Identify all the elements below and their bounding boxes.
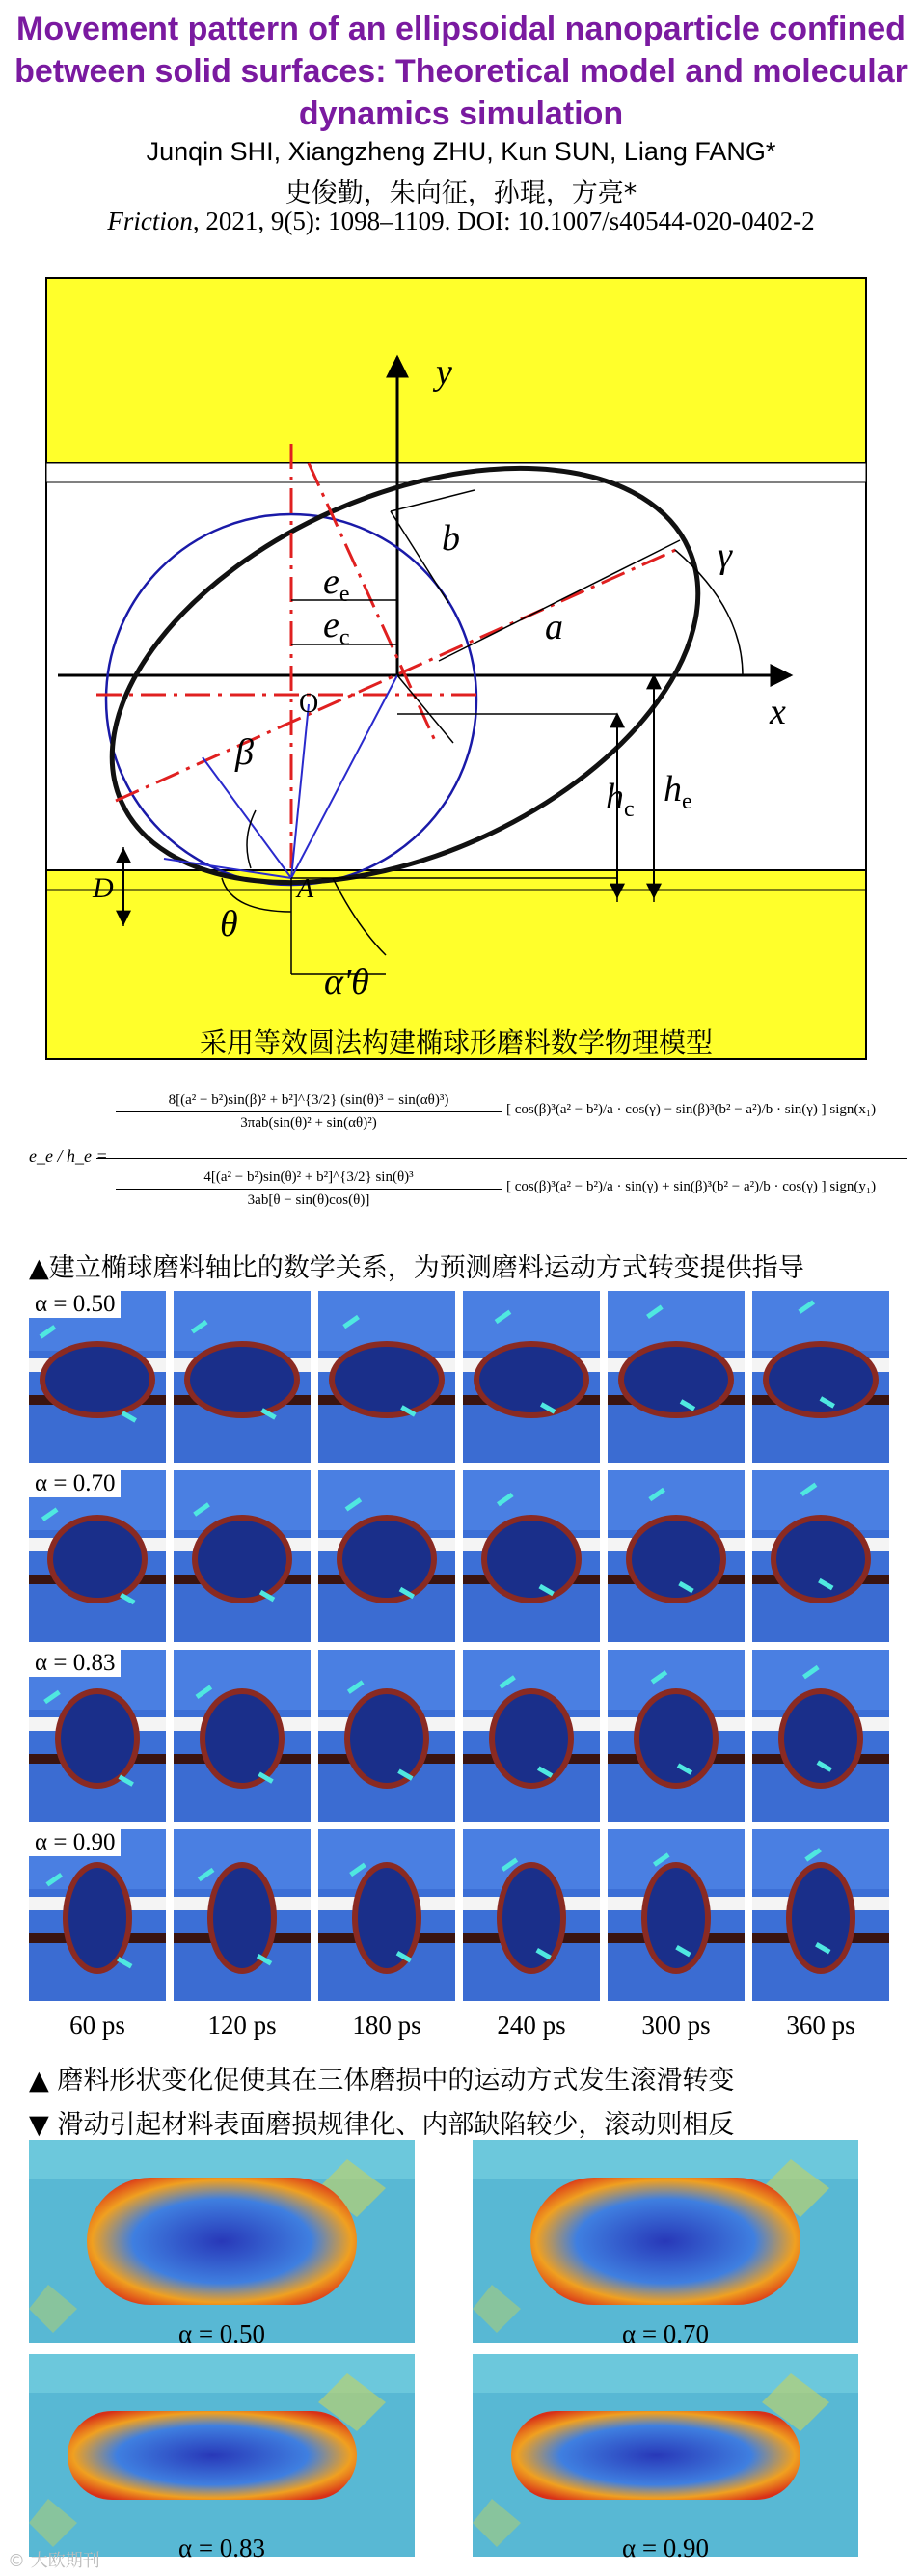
alpha-row-label: α = 0.70 (29, 1470, 121, 1497)
wear-map (29, 2354, 415, 2557)
authors-chinese: 史俊勤，朱向征，孙琨，方亮* (285, 178, 637, 208)
alpha-row-label: α = 0.90 (29, 1829, 121, 1856)
citation-details: , 2021, 9(5): 1098–1109. DOI: 10.1007/s40544-020-0402-2 (192, 206, 815, 235)
paper-title: Movement pattern of an ellipsoidal nanoparticle confined between solid surfaces: Theoretical model and molecular dynamics simulation (14, 11, 908, 132)
label-D: D (93, 872, 114, 904)
label-x: x (770, 692, 786, 732)
formula-numerator-part1-den: 3πab(sin(θ)² + sin(αθ)²) (240, 1115, 377, 1131)
md-snapshot (752, 1650, 889, 1822)
wear-map (29, 2140, 415, 2343)
time-label: 240 ps (497, 2011, 566, 2040)
label-b: b (442, 518, 460, 559)
md-snapshot (174, 1829, 311, 2001)
time-label: 360 ps (786, 2011, 855, 2040)
md-snapshot (174, 1291, 311, 1463)
time-label: 120 ps (207, 2011, 277, 2040)
label-hc: $h_c$ (606, 777, 635, 822)
wear-map (473, 2354, 858, 2557)
md-snapshot (608, 1470, 745, 1642)
md-snapshot (608, 1291, 745, 1463)
md-snapshot (174, 1470, 311, 1642)
formula-denominator-part1-den: 3ab[θ − sin(θ)cos(θ)] (247, 1192, 370, 1208)
label-theta: θ (220, 904, 238, 945)
md-snapshot (463, 1829, 600, 2001)
finding-wear: ▼ 滑动引起材料表面磨损规律化、内部缺陷较少，滚动则相反 (29, 2110, 735, 2140)
label-beta: β (235, 732, 254, 773)
md-snapshot (463, 1650, 600, 1822)
time-label: 180 ps (352, 2011, 421, 2040)
wear-map-label: α = 0.83 (177, 2534, 266, 2562)
alpha-row-label: α = 0.50 (29, 1291, 121, 1318)
axis-ratio-formula (29, 1088, 897, 1231)
authors-english: Junqin SHI, Xiangzheng ZHU, Kun SUN, Liang FANG* (146, 137, 776, 166)
time-label: 300 ps (641, 2011, 711, 2040)
md-snapshot (463, 1291, 600, 1463)
label-ec: $e_c$ (323, 605, 350, 650)
md-snapshot (752, 1829, 889, 2001)
label-ee: $e_e$ (323, 562, 350, 607)
label-gamma: γ (718, 535, 732, 576)
formula-lhs: e_e / h_e = (29, 1146, 108, 1165)
time-label: 60 ps (69, 2011, 125, 2040)
md-snapshot (608, 1650, 745, 1822)
label-a: a (545, 607, 563, 647)
diagram-caption: 采用等效圆法构建椭球形磨料数学物理模型 (199, 1027, 714, 1058)
formula-denominator-part1: 4[(a² − b²)sin(θ)² + b²]^{3/2} sin(θ)³ (203, 1169, 414, 1185)
label-O: O (299, 689, 319, 719)
md-snapshot (318, 1291, 455, 1463)
wear-map (473, 2140, 858, 2343)
md-snapshot (608, 1829, 745, 2001)
label-he: $h_e$ (664, 769, 692, 814)
finding-axis-ratio: ▲建立椭球磨料轴比的数学关系，为预测磨料运动方式转变提供指导 (29, 1253, 804, 1283)
md-snapshot-grid (29, 1291, 897, 2005)
md-snapshot (318, 1829, 455, 2001)
md-snapshot (463, 1470, 600, 1642)
md-snapshot (752, 1470, 889, 1642)
formula-numerator-part1: 8[(a² − b²)sin(β)² + b²]^{3/2} (sin(θ)³ − sin(αθ)³) (168, 1092, 449, 1108)
wear-map-label: α = 0.70 (621, 2319, 710, 2348)
label-alpha-theta: α'θ (324, 962, 369, 1002)
wear-map-label: α = 0.50 (177, 2319, 266, 2348)
label-A: A (297, 874, 314, 904)
label-y: y (436, 352, 452, 393)
ellipsoid-model-diagram (0, 260, 922, 1081)
md-snapshot (752, 1291, 889, 1463)
upper-surface (46, 278, 866, 463)
md-snapshot (318, 1470, 455, 1642)
formula-denominator-part2: [ cos(β)³(a² − b²)/a · sin(γ) + sin(β)³(b² − a²)/b · cos(γ) ] sign(y₁) (506, 1179, 877, 1194)
formula-numerator-part2: [ cos(β)³(a² − b²)/a · cos(γ) − sin(β)³(b² − a²)/b · sin(γ) ] sign(x₁) (506, 1102, 877, 1117)
md-snapshot (318, 1650, 455, 1822)
alpha-row-label: α = 0.83 (29, 1650, 121, 1677)
md-snapshot (174, 1650, 311, 1822)
finding-rolling-sliding: ▲ 磨料形状变化促使其在三体磨损中的运动方式发生滚滑转变 (29, 2066, 735, 2096)
watermark: © 大欧期刊 (8, 2551, 100, 2571)
wear-map-label: α = 0.90 (621, 2534, 710, 2562)
journal-name: Friction (107, 206, 193, 235)
citation (0, 206, 922, 236)
